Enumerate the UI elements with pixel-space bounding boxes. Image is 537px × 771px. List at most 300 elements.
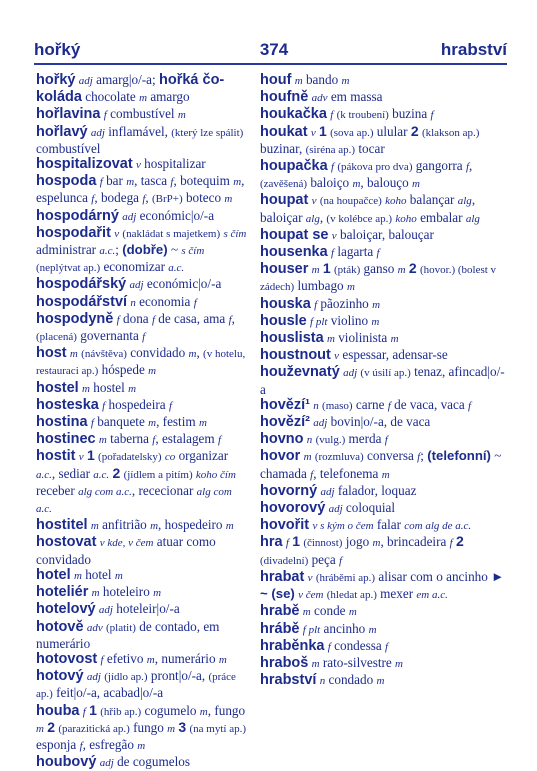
grammar-label: f — [168, 399, 173, 412]
grammar-label: a.c. — [99, 245, 116, 258]
dictionary-entry — [36, 567, 250, 584]
translation: , esfregão — [82, 736, 138, 752]
grammar-label: m — [352, 178, 361, 191]
headword: housle — [260, 312, 307, 329]
translation: , estalagem — [155, 431, 218, 447]
left-column — [36, 72, 250, 771]
dictionary-entry — [260, 261, 508, 295]
grammar-label: m — [137, 739, 146, 752]
translation: baloiçar, balouçar — [336, 226, 434, 242]
dictionary-entry — [260, 569, 508, 603]
headword: hovězí¹ — [260, 396, 310, 413]
translation: hoteleir|o/-a — [112, 601, 180, 617]
headword: hrabství — [260, 672, 317, 689]
dictionary-entry — [36, 397, 250, 414]
grammar-label: a.c. — [93, 468, 110, 481]
sense-number: 2 — [47, 718, 56, 735]
dictionary-entry — [36, 311, 250, 345]
headword: hotový — [36, 668, 84, 685]
grammar-label: m — [153, 587, 162, 600]
headword: hospodářský — [36, 276, 127, 293]
grammar-label: f — [330, 161, 335, 174]
header-first-word: hořký — [34, 40, 81, 59]
headword: host — [36, 345, 67, 362]
translation: tocar — [355, 140, 385, 156]
headword: houkačka — [260, 106, 327, 123]
dictionary-entry — [36, 345, 250, 379]
usage-note: (zavěšená) — [260, 178, 308, 191]
dictionary-entry — [36, 156, 250, 173]
grammar-label: adv — [86, 621, 103, 634]
headword: hraběnka — [260, 637, 325, 654]
usage-note: (jídlem a pitím) — [123, 468, 193, 481]
grammar-label: m — [36, 722, 44, 735]
translation: carne — [352, 396, 388, 412]
translation: , balouço — [360, 175, 413, 191]
translation: lagarta — [334, 244, 377, 260]
translation: fungo — [129, 719, 168, 735]
translation: económic|o/-a — [143, 276, 222, 292]
header-rule — [34, 63, 507, 65]
grammar-label: adj — [78, 75, 93, 87]
translation: esponja — [36, 736, 80, 752]
translation: económic|o/-a — [136, 207, 215, 223]
headword: hořký — [36, 72, 76, 88]
sense-number: 2 — [410, 122, 419, 139]
grammar-label: a.c. — [168, 262, 185, 275]
dictionary-entry — [260, 638, 508, 655]
translation: taberna — [106, 431, 153, 447]
headword: hotovost — [36, 650, 98, 667]
grammar-label: f — [170, 176, 174, 189]
headword: houba — [36, 702, 80, 719]
dictionary-entry — [36, 380, 250, 397]
grammar-label: m — [303, 451, 312, 464]
usage-note: (návštěva) — [81, 348, 127, 361]
dictionary-entry — [260, 500, 508, 517]
translation: , espelunca — [36, 173, 245, 206]
grammar-label: m — [412, 178, 420, 191]
grammar-label: m — [341, 75, 350, 87]
dictionary-entry — [36, 534, 250, 566]
translation: feit|o/-a, acabad|o/-a — [52, 685, 164, 701]
translation: , telefonema — [313, 465, 382, 481]
usage-note: (hovor.) (bolest v zádech) — [260, 264, 497, 294]
sense-number: 2 — [112, 464, 121, 481]
translation: ganso — [360, 261, 398, 277]
grammar-label: f — [102, 399, 106, 412]
translation: violinista — [334, 330, 391, 346]
translation: ; — [420, 448, 428, 464]
grammar-label: m — [128, 382, 137, 395]
translation: amargo — [147, 89, 190, 105]
grammar-label: em a.c. — [416, 589, 448, 602]
grammar-label: f — [339, 554, 343, 567]
headword: housenka — [260, 244, 328, 261]
grammar-label: f plt — [302, 623, 321, 636]
translation: , fungo — [207, 702, 246, 718]
dictionary-entry — [260, 192, 508, 226]
headword: hra — [260, 534, 283, 551]
grammar-label: com alg de a.c. — [404, 520, 472, 533]
headword: hostitel — [36, 517, 88, 534]
usage-note: (siréna ap.) — [305, 143, 356, 156]
grammar-label: m — [198, 417, 207, 430]
grammar-label: m — [69, 348, 78, 361]
dictionary-entry — [36, 431, 250, 448]
headword: hosteska — [36, 396, 99, 413]
dictionary-entry — [36, 208, 250, 225]
translation: gangorra — [412, 158, 466, 174]
grammar-label: n — [313, 399, 319, 412]
grammar-label: adj — [320, 485, 335, 498]
usage-note: (parazitická ap.) — [58, 722, 130, 735]
grammar-label: m — [98, 434, 107, 447]
dictionary-entry — [260, 621, 508, 638]
dictionary-entry — [36, 72, 250, 106]
translation: jogo — [342, 534, 373, 550]
grammar-label: adj — [86, 671, 101, 684]
grammar-label: f — [142, 193, 146, 206]
headword: hovořit — [260, 517, 310, 534]
grammar-label: m — [395, 657, 403, 670]
headword: hospodyně — [36, 310, 114, 327]
grammar-label: m — [233, 176, 242, 189]
translation: falar — [373, 517, 405, 533]
headword: houževnatý — [260, 364, 340, 381]
grammar-label: m — [294, 75, 303, 87]
translation: , — [196, 345, 204, 361]
usage-note: (rozmluva) — [314, 451, 364, 464]
grammar-label: f — [79, 739, 83, 752]
translation: coloquial — [342, 500, 395, 516]
usage-note: (v úsilí ap.) — [360, 367, 411, 380]
sense-number: 3 — [178, 718, 187, 735]
headword: hospitalizovat — [36, 156, 133, 173]
grammar-label: m — [224, 193, 233, 206]
grammar-label: adj — [313, 417, 328, 430]
headword: houpat — [260, 192, 309, 209]
translation: bovin|o/-a, de vaca — [327, 414, 431, 430]
translation: hotel — [81, 566, 115, 582]
translation: , bodega — [94, 190, 143, 206]
translation: ~ — [167, 242, 182, 258]
dictionary-entry — [36, 294, 250, 311]
headword: hraboš — [260, 654, 309, 671]
grammar-label: v — [331, 229, 337, 242]
header-last-word: hrabství — [440, 40, 507, 59]
dictionary-entry — [260, 448, 508, 482]
grammar-label: m — [167, 722, 176, 735]
dictionary-entry — [260, 431, 508, 448]
grammar-label: m — [346, 281, 355, 294]
headword: hořlavina — [36, 106, 101, 123]
headword: houkat — [260, 123, 308, 140]
dictionary-entry — [36, 619, 250, 651]
grammar-label: alg — [465, 212, 480, 225]
right-column — [260, 72, 508, 689]
grammar-label: f — [384, 434, 388, 447]
dictionary-entry — [36, 703, 250, 755]
translation: , tasca — [134, 173, 171, 189]
grammar-label: m — [91, 587, 100, 600]
translation: chocolate — [81, 89, 140, 105]
translation: efetivo — [103, 650, 147, 666]
headword: hostel — [36, 379, 79, 396]
headword: hovno — [260, 431, 304, 448]
grammar-label: f — [468, 399, 472, 412]
translation: lumbago — [294, 278, 347, 294]
grammar-label: m — [348, 606, 357, 619]
grammar-label: m — [90, 520, 99, 533]
translation: pront|o/-a, — [147, 668, 209, 684]
translation: espessar, adensar-se — [339, 347, 448, 363]
usage-note: (v hotelu, restauraci ap.) — [36, 348, 246, 378]
grammar-label: v — [114, 227, 120, 240]
dictionary-entry — [36, 754, 250, 771]
grammar-label: f — [142, 331, 146, 344]
grammar-label: m — [177, 109, 186, 122]
dictionary-entry — [260, 397, 508, 414]
usage-note: (platit) — [106, 621, 136, 634]
translation: conde — [310, 603, 349, 619]
grammar-label: koho — [395, 212, 417, 225]
dictionary-entry — [36, 584, 250, 601]
translation: de vaca, vaca — [390, 396, 469, 412]
grammar-label: m — [82, 382, 90, 395]
dictionary-entry — [260, 106, 508, 123]
grammar-label: m — [114, 569, 123, 582]
headword: hovor — [260, 448, 301, 465]
translation: , botequim — [173, 173, 234, 189]
translation: em massa — [327, 89, 383, 105]
grammar-label: f — [151, 313, 155, 326]
translation: tenaz, afincad|o/-a — [260, 364, 505, 397]
dictionary-entry — [260, 330, 508, 347]
usage-note: (divadelní) — [260, 554, 309, 567]
grammar-label: m — [311, 264, 320, 277]
grammar-label: v kde, v čem — [99, 537, 154, 550]
sense-number: 1 — [86, 447, 95, 464]
grammar-label: s čím — [181, 245, 205, 258]
translation: , — [319, 209, 327, 225]
usage-note: (hráběmi ap.) — [315, 571, 376, 584]
translation: economia — [135, 293, 194, 309]
usage-note: (nakládat s majetkem) — [122, 227, 221, 240]
headword: hořká čokoláda — [36, 72, 225, 106]
translation: , — [145, 190, 152, 206]
page-number: 374 — [259, 40, 289, 59]
headword: hostovat — [36, 534, 97, 551]
grammar-label: f — [330, 109, 334, 122]
grammar-label: f plt — [310, 315, 328, 328]
translation: , — [231, 310, 235, 326]
headword: hospodárný — [36, 207, 119, 224]
grammar-label: adj — [99, 757, 114, 770]
translation: , brincadeira — [380, 534, 450, 550]
translation: ancinho — [320, 620, 369, 636]
grammar-label: co — [164, 451, 176, 464]
translation: balançar — [406, 192, 458, 208]
grammar-label: m — [371, 315, 380, 328]
grammar-label: a.c. — [36, 468, 52, 481]
sense-number: 1 — [322, 260, 331, 277]
dictionary-entry — [260, 517, 508, 534]
dictionary-entry — [260, 313, 508, 330]
dictionary-entry — [36, 448, 250, 517]
translation: boteco — [182, 190, 225, 206]
translation: ~ chamada — [260, 448, 502, 481]
grammar-label: f — [90, 417, 94, 430]
grammar-label: f — [91, 193, 95, 206]
headword: hovorný — [260, 482, 318, 499]
translation: bar — [102, 173, 127, 189]
translation: , rececionar — [131, 482, 197, 498]
headword: hospodařit — [36, 224, 111, 241]
translation: atuar como convidado — [36, 534, 216, 567]
grammar-label: alg com a.c. — [78, 485, 132, 498]
usage-note: (pákova pro dva) — [337, 161, 413, 174]
translation: convidado — [126, 345, 189, 361]
grammar-label: m — [302, 606, 311, 619]
usage-note: (placená) — [36, 331, 77, 344]
usage-note: (pořadatelsky) — [98, 451, 162, 464]
usage-note: (práce ap.) — [36, 671, 236, 701]
headword: houpat se — [260, 226, 329, 243]
usage-note: (maso) — [322, 399, 353, 412]
translation: , festim — [156, 414, 199, 430]
grammar-label: alg — [457, 195, 472, 208]
sense-number: 2 — [408, 260, 417, 277]
grammar-label: f — [465, 161, 470, 174]
grammar-label: m — [148, 365, 157, 378]
translation: de casa, ama — [155, 310, 229, 326]
translation: hospedeira — [105, 396, 169, 412]
usage-note: (v kolébce ap.) — [326, 212, 393, 225]
translation: combustível — [106, 106, 178, 122]
usage-note: (jídlo ap.) — [104, 671, 148, 684]
grammar-label: adj — [98, 604, 113, 617]
dictionary-entry — [260, 655, 508, 672]
translation: de cogumelos — [113, 754, 190, 770]
grammar-label: v — [310, 126, 316, 139]
dictionary-entry — [36, 651, 250, 668]
dictionary-entry — [260, 158, 508, 192]
headword: houfně — [260, 89, 309, 106]
grammar-label: f — [103, 109, 107, 122]
dictionary-entry — [260, 534, 508, 568]
grammar-label: f — [430, 109, 434, 122]
headword: houska — [260, 295, 311, 312]
headword: houstnout — [260, 347, 331, 364]
grammar-label: koho čím — [195, 468, 236, 481]
grammar-label: f — [82, 705, 86, 718]
translation: peça — [308, 551, 340, 567]
usage-note: (na houpačce) — [319, 195, 382, 208]
translation: combustível — [36, 140, 101, 156]
grammar-label: f — [387, 399, 391, 412]
dictionary-entry — [36, 106, 250, 123]
translation: economizar — [100, 259, 169, 275]
dictionary-entry — [260, 483, 508, 500]
grammar-label: m — [397, 264, 406, 277]
grammar-label: f — [285, 537, 289, 550]
dictionary-entry — [260, 244, 508, 261]
dictionary-entry — [36, 668, 250, 702]
grammar-label: v — [78, 451, 84, 464]
dictionary-entry — [36, 173, 250, 207]
grammar-label: m — [390, 333, 399, 346]
grammar-label: adj — [343, 367, 358, 380]
translation: falador, loquaz — [334, 482, 417, 498]
dictionary-entry — [260, 672, 508, 689]
usage-note: (hledat ap.) — [326, 589, 377, 602]
grammar-label: m — [372, 537, 381, 550]
grammar-label: v s kým o čem — [312, 520, 374, 533]
phrase: (telefonní) — [427, 448, 491, 464]
grammar-label: f — [217, 434, 222, 447]
usage-note: (k troubení) — [336, 109, 389, 122]
usage-note: (hřib ap.) — [100, 705, 142, 718]
usage-note: (činnost) — [303, 537, 343, 550]
translation: de contado, em numerário — [36, 618, 220, 651]
grammar-label: f — [327, 640, 331, 653]
grammar-label: v — [135, 159, 141, 172]
sense-number: 1 — [292, 533, 301, 550]
grammar-label: f — [152, 434, 156, 447]
grammar-label: f — [330, 247, 335, 260]
grammar-label: m — [148, 417, 157, 430]
grammar-label: adj — [328, 503, 343, 516]
grammar-label: m — [326, 333, 335, 346]
headword: houbový — [36, 754, 97, 771]
grammar-label: alg — [305, 212, 320, 225]
grammar-label: f — [100, 653, 104, 666]
headword: hospoda — [36, 173, 97, 190]
headword: hostit — [36, 448, 76, 465]
translation: dona — [119, 310, 152, 326]
headword: hostinec — [36, 431, 96, 448]
translation: cogumelo — [141, 702, 200, 718]
translation: bando — [302, 72, 342, 87]
translation: embalar — [416, 209, 466, 225]
headword: hoteliér — [36, 584, 89, 601]
grammar-label: adj — [129, 279, 144, 292]
grammar-label: m — [139, 92, 148, 105]
sense-number: 1 — [319, 122, 327, 139]
translation: organizar — [175, 448, 229, 464]
dictionary-entry — [36, 517, 250, 534]
translation: amarg|o/-a; — [92, 72, 159, 87]
headword: hotel — [36, 566, 71, 583]
translation: buzinar, — [260, 140, 306, 156]
translation: , numerário — [154, 650, 219, 666]
translation: , baloiçar — [260, 192, 476, 225]
dictionary-entry — [260, 364, 508, 396]
grammar-label: adj — [122, 210, 137, 223]
translation: ulular — [373, 123, 411, 139]
translation: inflamável, — [104, 123, 172, 139]
grammar-label: v — [307, 571, 313, 584]
grammar-label: m — [73, 569, 82, 582]
translation: , sediar — [51, 465, 94, 481]
grammar-label: koho — [385, 195, 407, 208]
dictionary-entry — [36, 601, 250, 618]
translation: hoteleiro — [99, 584, 154, 600]
translation: merda — [345, 431, 385, 447]
grammar-label: f — [310, 468, 314, 481]
translation: baloiço — [307, 175, 353, 191]
